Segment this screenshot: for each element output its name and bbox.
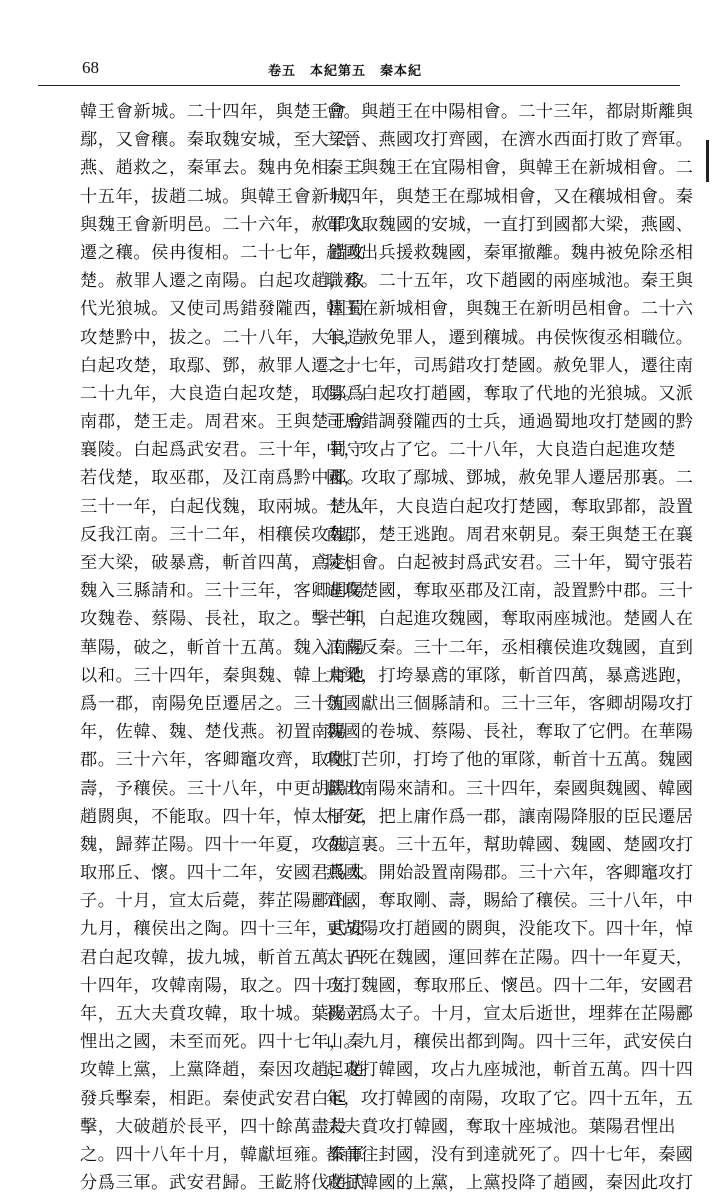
translation-text-line: 魏國的卷城、蔡陽、長社，奪取了它們。在華陽 <box>326 722 694 743</box>
original-text-line: 襄陵。白起爲武安君。三十年，蜀守 <box>80 440 365 461</box>
margin-mark <box>706 140 709 182</box>
translation-text-line: 燕國。開始設置南陽郡。三十六年，客卿竈攻打 <box>326 863 694 884</box>
translation-text-line: 韓王在新城相會，與魏王在新明邑相會。二十六 <box>326 299 694 320</box>
translation-text-line: 攻打芒卯，打垮了他的軍隊，斬首十五萬。魏國 <box>326 750 694 771</box>
original-text-line: 韓王會新城。二十四年，與楚王會 <box>80 102 347 122</box>
translation-text-line: 一年，白起進攻魏國，奪取兩座城池。楚國人在 <box>326 609 694 630</box>
original-text-line: 九月，穰侯出之陶。四十三年，武安 <box>80 919 365 940</box>
original-text-line: 代光狼城。又使司馬錯發隴西，因蜀 <box>80 299 365 320</box>
translation-text-line: 更胡陽攻打趙國的閼與，没能攻下。四十年，悼 <box>326 919 694 940</box>
translation-text-line: 軍攻取魏國的安城，一直打到國都大梁，燕國、 <box>326 214 694 235</box>
translation-text-line: 都前往封國，没有到達就死了。四十七年，秦國 <box>326 1144 694 1165</box>
original-text-line: 與魏王會新明邑。二十六年，赦罪人 <box>80 214 365 235</box>
translation-text-line: 司馬錯調發隴西的士兵，通過蜀地攻打楚國的黔 <box>326 412 694 433</box>
original-text-line: 反我江南。三十二年，相穰侯攻魏， <box>80 524 365 545</box>
translation-text-line: 山。九月，穰侯出都到陶。四十三年，武安侯白 <box>326 1032 694 1053</box>
translation-text-line: 十四年，與楚王在鄢城相會，又在穰城相會。秦 <box>326 186 694 207</box>
original-text-line: 取邢丘、懷。四十二年，安國君爲太 <box>80 863 365 884</box>
page-header <box>38 58 678 84</box>
translation-text-line: 陵相會。白起被封爲武安君。三十年，蜀守張若 <box>326 553 694 573</box>
translation-text-line: 太子死在魏國，運回葬在芷陽。四十一年夏天， <box>326 947 694 968</box>
original-text-line: 以和。三十四年，秦與魏、韓上庸地 <box>80 665 365 686</box>
translation-text-line: 在這裏。三十五年，幫助韓國、魏國、楚國攻打 <box>326 834 694 855</box>
original-text-line: 攻韓上黨，上黨降趙，秦因攻趙，趙 <box>80 1060 365 1081</box>
translation-text-line: 職務。二十五年，攻下趙國的兩座城池。秦王與 <box>326 271 694 292</box>
translation-text-line: 趙國出兵援救魏國，秦軍撤離。魏冉被免除丞相 <box>326 242 694 263</box>
original-text-line: 趙閼與，不能取。四十年，悼太子死 <box>80 806 365 827</box>
translation-column <box>326 98 694 1197</box>
original-text-line: 三十一年，白起伐魏，取兩城。楚人 <box>80 496 365 517</box>
original-text-line: 年，佐韓、魏、楚伐燕。初置南陽 <box>80 722 347 743</box>
translation-text-line: 江南反秦。三十二年，丞相穰侯進攻魏國，直到 <box>326 637 694 658</box>
translation-text-line: 年，赦免罪人，遷到穰城。冉侯恢復丞相職位。 <box>326 327 694 348</box>
original-text-line: 之。四十八年十月，韓獻垣雍。秦軍 <box>80 1144 365 1165</box>
original-text-line: 魏，歸葬芷陽。四十一年夏，攻魏， <box>80 834 365 855</box>
translation-text-line: 齊國，奪取剛、壽，賜給了穰侯。三十八年，中 <box>326 891 694 912</box>
original-text-line: 爲一郡，南陽免臣遷居之。三十五 <box>80 693 347 714</box>
translation-text-line: 大夫賁攻打韓國，奪取十座城池。葉陽君悝出 <box>326 1116 676 1137</box>
original-text-line: 壽，予穰侯。三十八年，中更胡陽攻 <box>80 778 365 799</box>
original-text-line: 若伐楚，取巫郡，及江南爲黔中郡。 <box>80 468 365 489</box>
original-text-line: 遷之穰。侯冉復相。二十七年，錯攻 <box>80 242 365 263</box>
original-text-line: 分爲三軍。武安君歸。王齕將伐趙武 <box>80 1173 365 1194</box>
header-rule <box>38 85 680 86</box>
translation-text-line: 攻打魏國，奪取邢丘、懷邑。四十二年，安國君 <box>326 975 694 996</box>
original-text-line: 十四年，攻韓南陽，取之。四十五 <box>80 975 347 996</box>
original-text-line: 白起攻楚，取鄢、鄧，赦罪人遷之。 <box>80 355 365 376</box>
translation-text-line: 南郡，楚王逃跑。周君來朝見。秦王與楚王在襄 <box>326 524 694 545</box>
original-text-line: 燕、趙救之，秦軍去。魏冉免相。二 <box>80 158 365 179</box>
translation-text-line: 相安，把上庸作爲一郡，讓南陽降服的臣民遷居 <box>326 806 694 827</box>
original-text-line: 郡。三十六年，客卿竈攻齊，取剛、 <box>80 750 365 771</box>
translation-text-line: 二十七年，司馬錯攻打楚國。赦免罪人，遷往南 <box>326 355 694 376</box>
original-text-line: 鄢，又會穰。秦取魏安城，至大梁， <box>80 130 365 151</box>
translation-text-line: 中，攻占了它。二十八年，大良造白起進攻楚 <box>326 440 676 461</box>
translation-text-line: 攻打韓國的上黨，上黨投降了趙國，秦因此攻打 <box>326 1173 694 1194</box>
translation-text-line: 秦王與魏王在宜陽相會，與韓王在新城相會。二 <box>326 158 694 179</box>
translation-text-line: 獻出南陽來請和。三十四年，秦國與魏國、韓國 <box>326 778 694 799</box>
translation-text-line: 十九年，大良造白起攻打楚國，奪取郢都，設置 <box>326 496 694 517</box>
running-head: 卷五 本紀第五 秦本紀 <box>268 64 423 79</box>
original-text-line: 攻楚黔中，拔之。二十八年，大良造 <box>80 327 365 348</box>
translation-text-line: 進攻楚國，奪取巫郡及江南，設置黔中郡。三十 <box>326 581 694 602</box>
original-text-line: 二十九年，大良造白起攻楚，取郢爲 <box>80 383 365 404</box>
original-text-line: 南郡，楚王走。周君來。王與楚王會 <box>80 412 365 433</box>
original-text-line: 擊，大破趙於長平，四十餘萬盡殺 <box>80 1116 347 1137</box>
original-text-column <box>80 98 365 1197</box>
translation-text-line: 國，攻取了鄢城、鄧城，赦免罪人遷居那裏。二 <box>326 468 694 489</box>
original-text-line: 華陽，破之，斬首十五萬。魏入南陽 <box>80 637 365 658</box>
translation-text-line: 魏國獻出三個縣請和。三十三年，客卿胡陽攻打 <box>326 693 694 714</box>
translation-text-line: 起攻打韓國，攻占九座城池，斬首五萬。四十四 <box>326 1060 694 1081</box>
original-text-line: 楚。赦罪人遷之南陽。白起攻趙，取 <box>80 271 365 292</box>
translation-text-line: 被立爲太子。十月，宣太后逝世，埋葬在芷陽酈 <box>326 1004 694 1024</box>
translation-text-line: 會。與趙王在中陽相會。二十三年，都尉斯離與 <box>326 102 694 122</box>
page-number: 68 <box>82 58 99 77</box>
original-text-line: 君白起攻韓，拔九城，斬首五萬。四 <box>80 947 365 968</box>
original-text-line: 年，五大夫賁攻韓，取十城。葉陽君 <box>80 1004 365 1024</box>
translation-text-line: 陽。白起攻打趙國，奪取了代地的光狼城。又派 <box>326 383 694 404</box>
original-text-line: 魏入三縣請和。三十三年，客卿胡陽 <box>80 581 365 602</box>
original-text-line: 子。十月，宣太后薨，葬芷陽酈山。 <box>80 891 365 912</box>
translation-text-line: 年，攻打韓國的南陽，攻取了它。四十五年，五 <box>326 1088 694 1109</box>
original-text-line: 至大梁，破暴鳶，斬首四萬，鳶走， <box>80 553 365 573</box>
original-text-line: 攻魏卷、蔡陽、長社，取之。擊芒卯 <box>80 609 365 630</box>
original-text-line: 發兵擊秦，相距。秦使武安君白起 <box>80 1088 347 1109</box>
translation-text-line: 大梁，打垮暴鳶的軍隊，斬首四萬，暴鳶逃跑， <box>326 665 694 686</box>
original-text-line: 悝出之國，未至而死。四十七年，秦 <box>80 1032 365 1053</box>
original-text-line: 十五年，拔趙二城。與韓王會新城， <box>80 186 365 207</box>
translation-text-line: 三晉、燕國攻打齊國，在濟水西面打敗了齊軍。 <box>326 130 694 151</box>
